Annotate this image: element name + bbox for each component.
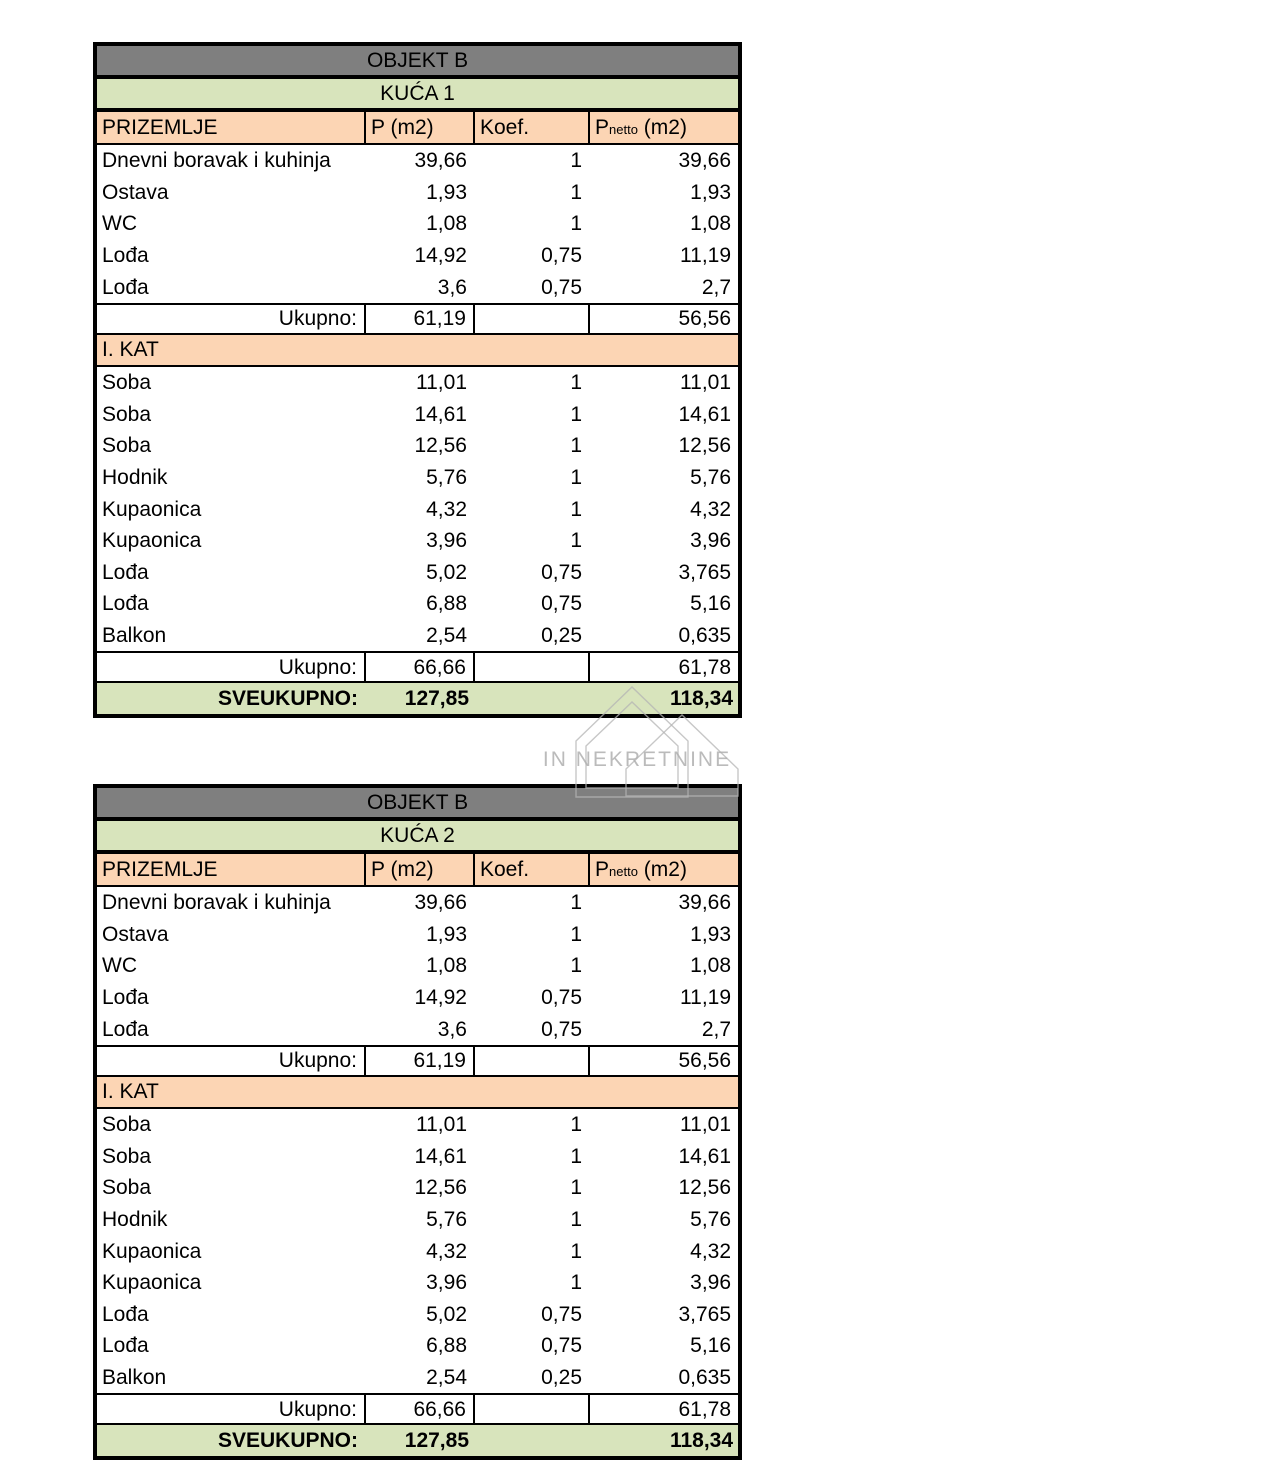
floor-header-row <box>95 334 740 366</box>
pnetto-subscript: netto <box>609 121 638 137</box>
area-cell: 6,88 <box>426 1334 467 1358</box>
area-cell: 12,56 <box>414 434 467 458</box>
col-header-p: P (m2) <box>365 110 474 144</box>
pnetto-prefix: P <box>595 115 610 139</box>
table-row <box>95 366 740 399</box>
net-area-cell: 3,96 <box>690 1271 732 1295</box>
room-name-cell: Soba <box>102 434 152 458</box>
table-row <box>95 525 740 557</box>
room-name-cell: Balkon <box>102 1365 167 1389</box>
area-cell: 14,92 <box>414 244 467 268</box>
house-title: KUĆA 2 <box>95 819 740 852</box>
total-koef-cell <box>474 1394 589 1424</box>
area-cell: 5,02 <box>426 1302 467 1326</box>
net-area-cell: 1,08 <box>690 212 732 236</box>
koef-cell: 1 <box>570 922 582 946</box>
koef-cell: 1 <box>570 180 582 204</box>
room-name-cell: Lođa <box>102 986 149 1010</box>
area-cell: 4,32 <box>426 1239 467 1263</box>
net-area-cell: 12,56 <box>678 434 732 458</box>
total-row <box>95 652 740 682</box>
net-area-cell: 5,16 <box>690 592 732 616</box>
net-area-cell: 3,96 <box>690 529 732 553</box>
net-area-cell: 0,635 <box>678 623 732 647</box>
area-cell: 3,96 <box>426 529 467 553</box>
koef-cell: 1 <box>570 371 582 395</box>
net-area-cell: 3,765 <box>678 560 732 584</box>
table-row <box>95 1267 740 1299</box>
pnetto-unit: (m2) <box>637 115 687 139</box>
koef-cell: 1 <box>570 1113 582 1137</box>
grand-total-label: SVEUKUPNO: <box>95 682 365 716</box>
room-name-cell: Hodnik <box>102 1208 168 1231</box>
koef-cell: 1 <box>570 212 582 236</box>
object-header-row <box>95 44 740 77</box>
grand-total-empty-cell <box>474 1424 589 1458</box>
room-name-cell: Dnevni boravak i kuhinja <box>102 891 331 915</box>
koef-cell: 0,75 <box>541 592 582 616</box>
koef-cell: 1 <box>570 149 582 173</box>
koef-cell: 1 <box>570 529 582 553</box>
column-header-row <box>95 110 740 144</box>
house-title: KUĆA 1 <box>95 77 740 110</box>
col-header-koef: Koef. <box>474 110 589 144</box>
room-name-cell: Ostava <box>102 922 169 946</box>
table-row <box>95 271 740 304</box>
table-row <box>95 1141 740 1173</box>
koef-cell: 1 <box>570 434 582 458</box>
net-area-cell: 11,19 <box>680 986 732 1010</box>
net-area-cell: 1,93 <box>690 180 732 204</box>
area-cell: 39,66 <box>414 149 467 173</box>
object-title: OBJEKT B <box>95 44 740 77</box>
table-row <box>95 950 740 982</box>
table-row <box>95 1299 740 1331</box>
total-label: Ukupno: <box>95 652 365 682</box>
table-row <box>95 399 740 431</box>
koef-cell: 0,25 <box>541 1365 582 1389</box>
net-area-cell: 39,66 <box>678 891 732 915</box>
koef-cell: 0,75 <box>541 275 582 299</box>
net-area-cell: 5,76 <box>690 466 732 489</box>
table-row <box>95 493 740 525</box>
object-header-row <box>95 786 740 819</box>
watermark-text: IN NEKRETNINE <box>542 748 732 771</box>
koef-cell: 1 <box>570 954 582 978</box>
room-name-cell: Soba <box>102 1144 152 1168</box>
grand-total-label: SVEUKUPNO: <box>95 1424 365 1458</box>
table-row <box>95 588 740 620</box>
area-cell: 1,08 <box>426 212 467 236</box>
pnetto-subscript: netto <box>609 863 638 879</box>
table-row <box>95 1235 740 1267</box>
prizemlje-rows <box>95 886 740 1046</box>
table-row <box>95 982 740 1014</box>
room-name-cell: WC <box>102 212 137 236</box>
room-name-cell: Lođa <box>102 1334 149 1358</box>
house-header-row <box>95 819 740 852</box>
koef-cell: 0,25 <box>541 623 582 647</box>
table-row <box>95 1362 740 1395</box>
col-header-koef: Koef. <box>474 852 589 886</box>
table-row <box>95 557 740 589</box>
grand-total-row <box>95 682 740 716</box>
total-label: Ukupno: <box>95 1046 365 1076</box>
kuca-2-table <box>93 784 742 1460</box>
koef-cell: 0,75 <box>541 986 582 1010</box>
room-name-cell: Lođa <box>102 1017 149 1041</box>
room-name-cell: Kupaonica <box>102 1239 202 1263</box>
net-area-cell: 1,93 <box>690 922 732 946</box>
total-area-cell: 61,19 <box>365 1046 474 1076</box>
net-area-cell: 1,08 <box>690 954 732 978</box>
net-area-cell: 11,19 <box>680 244 732 268</box>
total-koef-cell <box>474 1046 589 1076</box>
net-area-cell: 12,56 <box>678 1176 732 1200</box>
koef-cell: 1 <box>570 891 582 915</box>
room-name-cell: Soba <box>102 1113 152 1137</box>
pnetto-prefix: P <box>595 857 610 881</box>
net-area-cell: 5,16 <box>690 1334 732 1358</box>
area-cell: 12,56 <box>414 1176 467 1200</box>
area-cell: 3,6 <box>437 275 467 299</box>
table-row <box>95 1204 740 1236</box>
room-name-cell: Lođa <box>102 1302 149 1326</box>
area-cell: 1,93 <box>426 922 467 946</box>
table-row <box>95 620 740 653</box>
table-row <box>95 1013 740 1046</box>
room-name-cell: Soba <box>102 371 152 395</box>
total-row <box>95 304 740 334</box>
koef-cell: 0,75 <box>541 1334 582 1358</box>
area-cell: 2,54 <box>426 623 467 647</box>
koef-cell: 1 <box>570 1208 582 1231</box>
table-row <box>95 919 740 951</box>
net-area-cell: 39,66 <box>678 149 732 173</box>
area-cell: 4,32 <box>426 497 467 521</box>
room-name-cell: Lođa <box>102 275 149 299</box>
grand-total-net-area-cell: 118,34 <box>589 1424 740 1458</box>
area-cell: 5,76 <box>426 1208 467 1231</box>
house-header-row <box>95 77 740 110</box>
total-area-cell: 61,19 <box>365 304 474 334</box>
net-area-cell: 14,61 <box>678 402 732 426</box>
table-row <box>95 1330 740 1362</box>
area-cell: 11,01 <box>416 1113 467 1137</box>
area-cell: 5,02 <box>426 560 467 584</box>
col-header-pnetto <box>589 110 740 144</box>
area-cell: 3,96 <box>426 1271 467 1295</box>
net-area-cell: 3,765 <box>678 1302 732 1326</box>
grand-total-empty-cell <box>474 682 589 716</box>
col-header-pnetto <box>589 852 740 886</box>
net-area-cell: 5,76 <box>690 1208 732 1231</box>
pnetto-unit: (m2) <box>637 857 687 881</box>
prizemlje-rows <box>95 144 740 304</box>
area-cell: 1,93 <box>426 180 467 204</box>
col-header-p: P (m2) <box>365 852 474 886</box>
room-name-cell: Kupaonica <box>102 1271 202 1295</box>
total-row <box>95 1394 740 1424</box>
total-net-area-cell: 61,78 <box>589 652 740 682</box>
net-area-cell: 4,32 <box>690 1239 732 1263</box>
net-area-cell: 0,635 <box>678 1365 732 1389</box>
floor-header-row <box>95 1076 740 1108</box>
grand-total-area-cell: 127,85 <box>365 682 474 716</box>
area-cell: 5,76 <box>426 466 467 489</box>
net-area-cell: 11,01 <box>680 1113 732 1137</box>
area-cell: 2,54 <box>426 1365 467 1389</box>
area-cell: 14,61 <box>414 402 467 426</box>
table-row <box>95 240 740 272</box>
koef-cell: 1 <box>570 1144 582 1168</box>
kuca-1-table <box>93 42 742 718</box>
area-cell: 11,01 <box>416 371 467 395</box>
table-row <box>95 1108 740 1141</box>
room-name-cell: Kupaonica <box>102 497 202 521</box>
net-area-cell: 2,7 <box>701 1017 732 1041</box>
table-row <box>95 886 740 919</box>
room-name-cell: Lođa <box>102 560 149 584</box>
table-row <box>95 462 740 494</box>
koef-cell: 0,75 <box>541 1302 582 1326</box>
table-row <box>95 1172 740 1204</box>
kat-rows <box>95 366 740 652</box>
room-name-cell: Balkon <box>102 623 167 647</box>
table-row <box>95 208 740 240</box>
column-header-row <box>95 852 740 886</box>
kat-rows <box>95 1108 740 1394</box>
total-area-cell: 66,66 <box>365 652 474 682</box>
section-title-kat: I. KAT <box>95 334 740 366</box>
koef-cell: 1 <box>570 1271 582 1295</box>
room-name-cell: Soba <box>102 1176 152 1200</box>
area-cell: 14,61 <box>414 1144 467 1168</box>
room-name-cell: Lođa <box>102 592 149 616</box>
koef-cell: 0,75 <box>541 1017 582 1041</box>
grand-total-row <box>95 1424 740 1458</box>
room-name-cell: Lođa <box>102 244 149 268</box>
total-area-cell: 66,66 <box>365 1394 474 1424</box>
section-title-prizemlje: PRIZEMLJE <box>95 110 365 144</box>
koef-cell: 1 <box>570 402 582 426</box>
koef-cell: 1 <box>570 1176 582 1200</box>
total-net-area-cell: 56,56 <box>589 1046 740 1076</box>
net-area-cell: 14,61 <box>678 1144 732 1168</box>
total-row <box>95 1046 740 1076</box>
net-area-cell: 11,01 <box>680 371 732 395</box>
area-cell: 6,88 <box>426 592 467 616</box>
koef-cell: 0,75 <box>541 244 582 268</box>
total-koef-cell <box>474 652 589 682</box>
room-name-cell: Soba <box>102 402 152 426</box>
room-name-cell: Kupaonica <box>102 529 202 553</box>
room-name-cell: WC <box>102 954 137 978</box>
koef-cell: 0,75 <box>541 560 582 584</box>
table-row <box>95 144 740 177</box>
total-label: Ukupno: <box>95 1394 365 1424</box>
grand-total-area-cell: 127,85 <box>365 1424 474 1458</box>
grand-total-net-area-cell: 118,34 <box>589 682 740 716</box>
table-row <box>95 177 740 209</box>
total-net-area-cell: 61,78 <box>589 1394 740 1424</box>
total-net-area-cell: 56,56 <box>589 304 740 334</box>
room-name-cell: Ostava <box>102 180 169 204</box>
section-title-kat: I. KAT <box>95 1076 740 1108</box>
total-label: Ukupno: <box>95 304 365 334</box>
total-koef-cell <box>474 304 589 334</box>
object-title: OBJEKT B <box>95 786 740 819</box>
table-row <box>95 430 740 462</box>
section-title-prizemlje: PRIZEMLJE <box>95 852 365 886</box>
area-cell: 14,92 <box>414 986 467 1010</box>
area-cell: 3,6 <box>437 1017 467 1041</box>
koef-cell: 1 <box>570 497 582 521</box>
koef-cell: 1 <box>570 466 582 489</box>
koef-cell: 1 <box>570 1239 582 1263</box>
net-area-cell: 2,7 <box>701 275 732 299</box>
room-name-cell: Dnevni boravak i kuhinja <box>102 149 331 173</box>
area-cell: 39,66 <box>414 891 467 915</box>
net-area-cell: 4,32 <box>690 497 732 521</box>
area-cell: 1,08 <box>426 954 467 978</box>
room-name-cell: Hodnik <box>102 466 168 489</box>
